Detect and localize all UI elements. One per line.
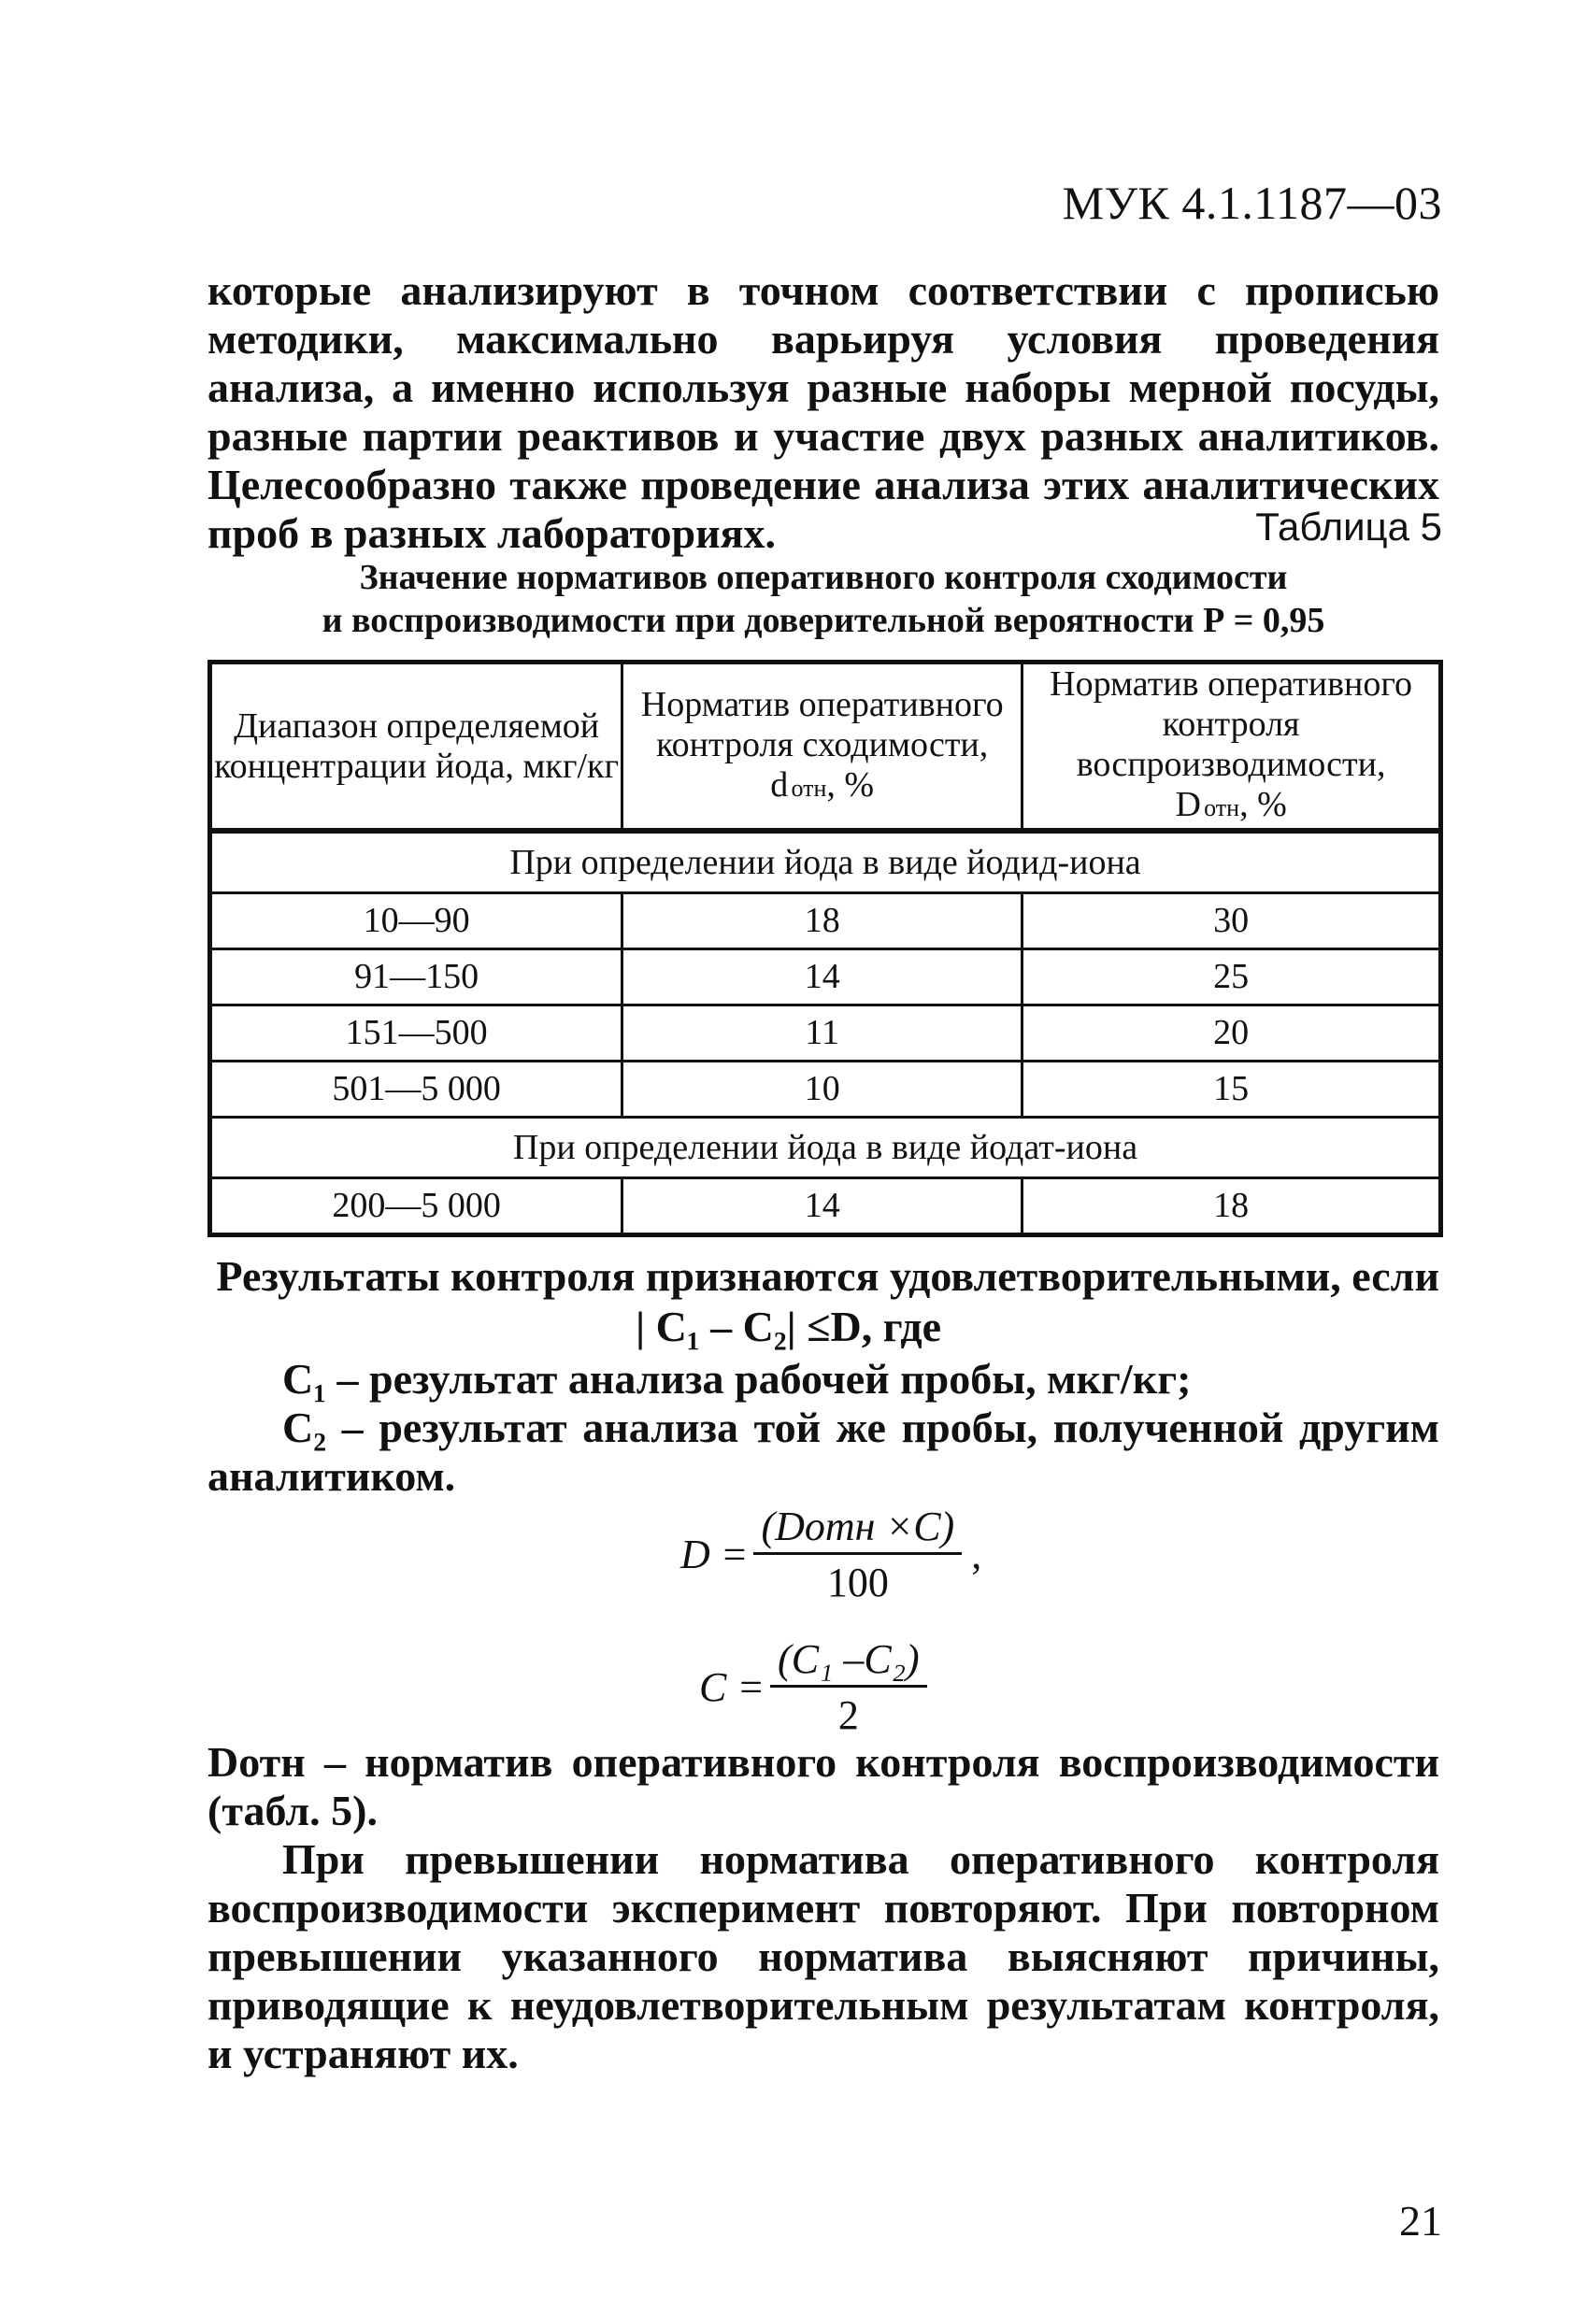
formula-c-fraction — [770, 1635, 927, 1739]
cell-range: 91—150 — [210, 949, 622, 1005]
table-row — [210, 1062, 1441, 1118]
cell-reproducibility: 15 — [1022, 1062, 1441, 1118]
definition-c1: C₁ – результат анализа рабочей пробы, мкг/кг; — [282, 1355, 1192, 1403]
formula-d-numerator: (Dотн ×C) — [753, 1503, 962, 1555]
cell-convergence: 14 — [622, 949, 1022, 1005]
formula-c-numerator: (C₁ –C₂) — [770, 1635, 927, 1688]
formula-c-denominator: 2 — [837, 1692, 859, 1738]
condition-text: Результаты контроля признаются удовлетворительными, если — [216, 1252, 1439, 1300]
cell-convergence: 14 — [622, 1178, 1022, 1235]
section-iodate: При определении йода в виде йодат-иона — [210, 1118, 1441, 1178]
norms-table — [207, 660, 1443, 1237]
cell-convergence: 10 — [622, 1062, 1022, 1118]
header-convergence: Норматив оперативного контроля сходимости, d отн, % — [622, 663, 1022, 832]
intro-paragraph: которые анализируют в точном соответствии с прописью методики, максимально варьируя условия проведения анализа, а именно используя разные наборы мерной посуды, разные партии реактивов и участие двух разных аналитиков. Целесообразно также проведение анализа этих аналитических проб в разных лабораториях. — [207, 266, 1439, 557]
header-convergence-symbol: d — [770, 764, 789, 805]
header-range: Диапазон определяемой концентрации йода, мкг/кг — [210, 663, 622, 832]
cell-range: 10—90 — [210, 893, 622, 949]
cell-reproducibility: 30 — [1022, 893, 1441, 949]
cell-reproducibility: 18 — [1022, 1178, 1441, 1235]
formula-d-denominator: 100 — [826, 1560, 889, 1605]
table-row — [210, 1005, 1441, 1062]
table-title-line2: и воспроизводимости при доверительной вероятности Р = 0,95 — [322, 601, 1325, 640]
document-id: МУК 4.1.1187—03 — [1062, 177, 1442, 229]
table-row — [210, 893, 1441, 949]
section-row — [210, 831, 1441, 893]
condition-formula: | C₁ – C₂| ≤D, где — [636, 1303, 942, 1350]
cell-convergence: 11 — [622, 1005, 1022, 1062]
formula-d-comma: , — [971, 1532, 982, 1577]
formula-c-lhs: C = — [699, 1664, 765, 1710]
table-label: Таблица 5 — [1255, 505, 1442, 549]
definition-c2: C₂ – результат анализа той же пробы, полученной другим аналитиком. — [207, 1404, 1439, 1500]
table-row — [210, 1178, 1441, 1235]
cell-convergence: 18 — [622, 893, 1022, 949]
page-number: 21 — [1399, 2197, 1442, 2245]
table-title-line1: Значение нормативов оперативного контроля сходимости — [359, 558, 1288, 597]
formula-c — [699, 1635, 927, 1739]
header-reproducibility: Норматив оперативного контроля воспроизводимости, D отн, % — [1022, 663, 1441, 832]
formula-d — [680, 1503, 981, 1606]
table-header-row — [210, 663, 1441, 832]
table-row — [210, 949, 1441, 1005]
header-convergence-sub: отн — [791, 774, 827, 802]
cell-range: 200—5 000 — [210, 1178, 622, 1235]
final-paragraph: При превышении норматива оперативного контроля воспроизводимости эксперимент повторяют. При повторном превышении указанного норматива выясняют причины, приводящие к неудовлетворительным результатам контроля, и устраняют их. — [207, 1835, 1439, 2077]
cell-range: 501—5 000 — [210, 1062, 622, 1118]
cell-range: 151—500 — [210, 1005, 622, 1062]
formula-d-lhs: D = — [680, 1532, 749, 1577]
definition-dotn: Dотн – норматив оперативного контроля воспроизводимости (табл. 5). — [207, 1738, 1439, 1834]
header-reproducibility-symbol: D — [1175, 785, 1201, 824]
header-reproducibility-sub: отн — [1204, 794, 1240, 821]
table-title — [207, 556, 1439, 642]
cell-reproducibility: 20 — [1022, 1005, 1441, 1062]
formula-d-fraction — [753, 1503, 962, 1606]
section-iodide: При определении йода в виде йодид-иона — [210, 831, 1441, 893]
section-row — [210, 1118, 1441, 1178]
cell-reproducibility: 25 — [1022, 949, 1441, 1005]
